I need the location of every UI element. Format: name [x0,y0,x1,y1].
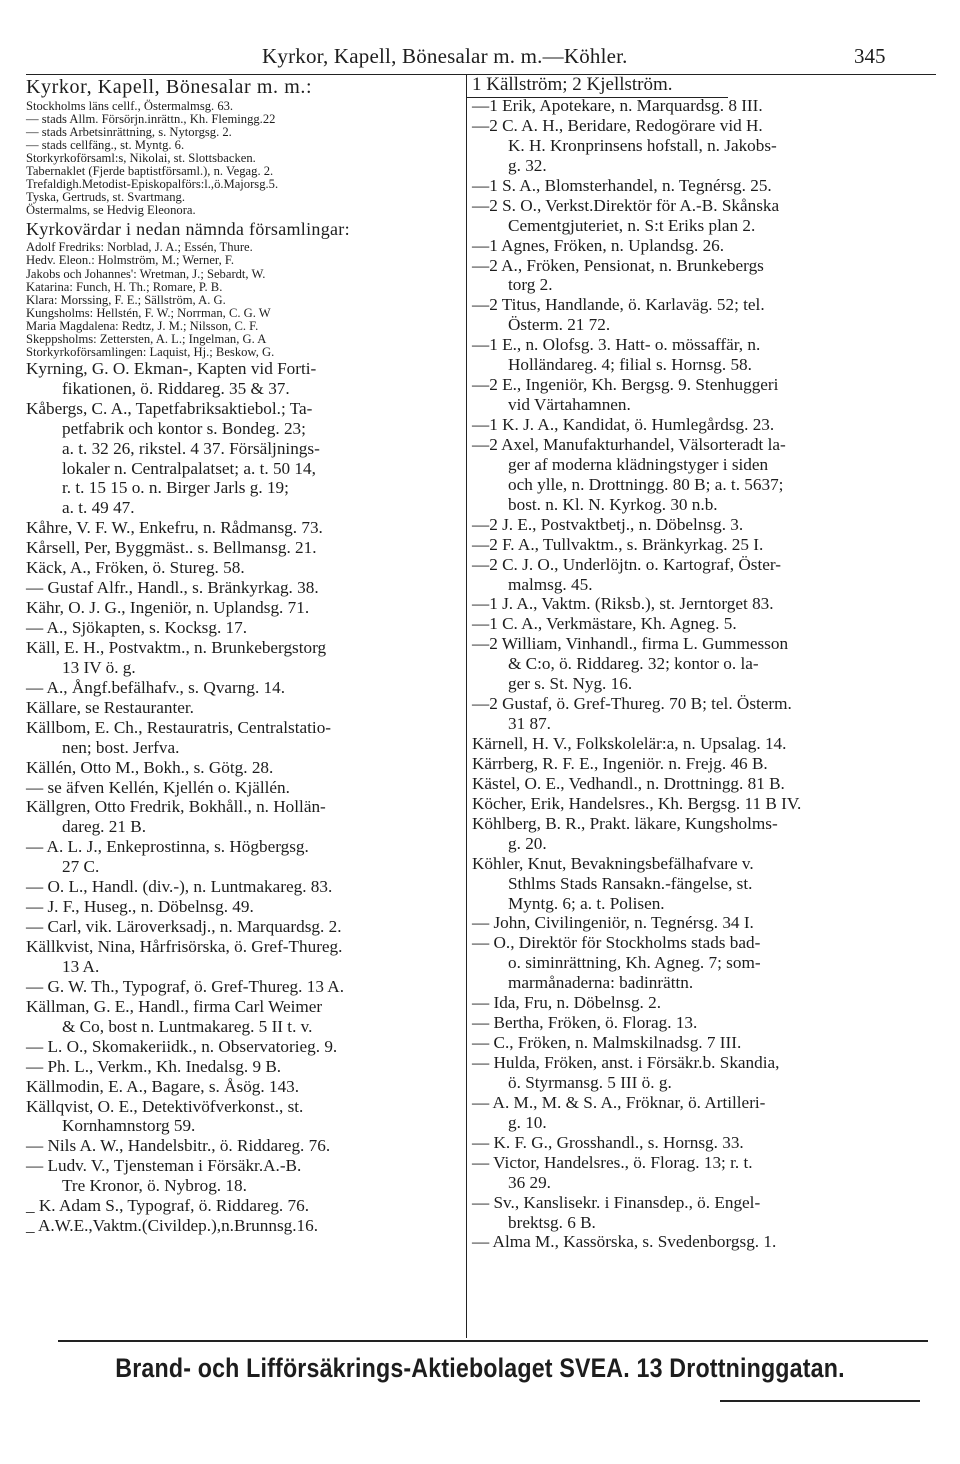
directory-entry-line: — Bertha, Fröken, ö. Florag. 13. [472,1013,698,1033]
directory-entry-line: Källman, G. E., Handl., firma Carl Weimer [26,996,323,1016]
directory-entry-line: Källkvist, Nina, Hårfrisörska, ö. Gref-Thureg. [26,937,343,957]
running-title: Kyrkor, Kapell, Bönesalar m. m.—Köhler. [262,44,628,68]
directory-entry-line: Kornhamnstorg 59. [62,1116,196,1136]
directory-entry-line: —2 Titus, Handlande, ö. Karlaväg. 52; tel. [472,295,765,315]
directory-entry-line: & Co, bost n. Luntmakareg. 5 II t. v. [62,1016,313,1036]
column-divider [466,98,467,1338]
directory-entry-line: Kärnell, H. V., Folkskolelär:a, n. Upsalag. 14. [472,734,787,753]
directory-entry-line: _ A.W.E.,Vaktm.(Civildep.),n.Brunnsg.16. [26,1216,319,1236]
directory-entry-line: —1 J. A., Vaktm. (Riksb.), st. Jerntorget 83. [472,594,774,614]
directory-entry-line: Källén, Otto M., Bokh., s. Götg. 28. [26,757,274,777]
directory-entry-line: — John, Civilingeniör, n. Tegnérsg. 34 I. [472,913,754,933]
directory-entry-line: g. 20. [508,833,547,853]
directory-entry-line: —2 E., Ingeniör, Kh. Bergsg. 9. Stenhuggeri [472,375,779,395]
heading-box-left-rule [466,74,467,98]
directory-entry-line: 31 87. [508,714,551,734]
directory-entry-line: Käck, A., Fröken, ö. Stureg. 58. [26,558,245,578]
directory-entry-line: —2 A., Fröken, Pensionat, n. Brunkebergs [472,255,764,275]
directory-entry-line: Käll, E. H., Postvaktm., n. Brunkebergstorg [26,637,327,657]
directory-entry-line: — stads Arbetsinrättning, s. Nytorgsg. 2. [26,125,232,140]
directory-entry-line: ger s. St. Nyg. 16. [508,674,633,694]
directory-entry-line: brektsg. 6 B. [508,1212,596,1232]
directory-entry-line: Källgren, Otto Fredrik, Bokhåll., n. Hollän- [26,797,326,817]
left-column [26,74,464,1236]
directory-entry-line: — Ludv. V., Tjensteman i Försäkr.A.-B. [26,1156,302,1176]
directory-entry-line: — stads cellfäng., st. Myntg. 6. [26,138,185,153]
directory-entry-line: 1 Källström; 2 Kjellström. [472,74,673,95]
directory-entry-line: Källmodin, E. A., Bagare, s. Åsög. 143. [26,1076,300,1096]
directory-entry-line: — Victor, Handelsres., ö. Florag. 13; r. t. [472,1152,753,1172]
directory-entry-line: —2 Gustaf, ö. Gref-Thureg. 70 B; tel. Österm. [472,694,792,714]
directory-entry-line: 13 A. [62,956,100,976]
directory-entry-line: vid Värtahamnen. [508,395,631,415]
directory-entry-line: 13 IV ö. g. [62,657,136,677]
directory-entry-line: Tyska, Gertruds, st. Svartmang. [26,190,185,205]
directory-entry-line: Kungsholms: Hellstén, F. W.; Norrman, C. G. W [26,305,271,320]
page-header [0,44,960,74]
directory-entry-line: — Nils A. W., Handelsbitr., ö. Riddareg. 76. [26,1136,331,1156]
directory-entry-line: — O. L., Handl. (div.-), n. Luntmakareg. 83. [26,877,333,897]
right-column [472,74,940,1252]
directory-entry-line: ö. Styrmansg. 5 III ö. g. [508,1072,672,1092]
directory-entry-line: ger af moderna klädningstyger i siden [508,454,769,474]
directory-entry-line: — Ph. L., Verkm., Kh. Inedalsg. 9 B. [26,1056,282,1076]
directory-entry-line: fikationen, ö. Riddareg. 35 & 37. [62,378,290,398]
directory-entry-line: Tre Kronor, ö. Nybrog. 18. [62,1176,247,1196]
footer-advertisement: Brand- och Lifförsäkrings-Aktiebolaget SVEA. 13 Drottninggatan. [115,1353,845,1383]
directory-entry-line: r. t. 15 15 o. n. Birger Jarls g. 19; [62,478,289,498]
directory-entry-line: — A. M., M. & S. A., Fröknar, ö. Artilleri- [472,1092,766,1112]
section-heading: Kyrkor, Kapell, Bönesalar m. m.: [26,76,313,98]
directory-entry-line: Sthlms Stads Ransakn.-fängelse, st. [508,873,753,893]
directory-entry-line: — Alma M., Kassörska, s. Svedenborgsg. 1. [472,1232,777,1252]
directory-entry-line: malmsg. 45. [508,574,593,594]
directory-entry-line: petfabrik och kontor s. Bondeg. 23; [62,418,306,438]
directory-entry-line: — se äfven Kellén, Kjellén o. Kjällén. [26,777,290,797]
directory-entry-line: nen; bost. Jerfva. [62,737,180,757]
directory-entry-line: Österm. 21 72. [508,315,611,335]
directory-entry-line: — Gustaf Alfr., Handl., s. Bränkyrkag. 38. [26,578,319,598]
directory-entry-line: Köcher, Erik, Handelsres., Kh. Bergsg. 11 B IV. [472,793,802,813]
directory-entry-line: och ylle, n. Drottningg. 80 B; a. t. 5637; [508,474,784,494]
directory-entry-line: bost. n. Kl. N. Kyrkog. 30 n.b. [508,494,718,514]
directory-entry-line: Källqvist, O. E., Detektivöfverkonst., st. [26,1096,304,1116]
directory-entry-line: — Sv., Kanslisekr. i Finansdep., ö. Engel- [472,1192,761,1212]
directory-entry-line: g. 10. [508,1112,547,1132]
directory-entry-line: 36 29. [508,1172,551,1192]
directory-entry-line: Stockholms läns cellf., Östermalmsg. 63. [26,99,234,113]
directory-entry-line: —1 K. J. A., Kandidat, ö. Humlegårdsg. 23. [472,415,775,434]
directory-entry-line: Kårsell, Per, Byggmäst.. s. Bellmansg. 21. [26,538,317,558]
directory-entry-line: Kåhre, V. F. W., Enkefru, n. Rådmansg. 73. [26,518,323,538]
directory-entry-line: Katarina: Funch, H. Th.; Romare, P. B. [26,279,223,294]
directory-entry-line: —1 Agnes, Fröken, n. Uplandsg. 26. [472,235,725,255]
directory-entry-line: Skeppsholms: Zettersten, A. L.; Ingelman, G. A [26,331,267,346]
directory-entry-line: — A., Ångf.befälhafv., s. Qvarng. 14. [26,677,286,697]
directory-entry-line: Kähr, O. J. G., Ingeniör, n. Uplandsg. 71. [26,598,310,618]
directory-entry-line: Adolf Fredriks: Norblad, J. A.; Essén, Thure. [26,240,253,255]
directory-entry-line: — stads Allm. Försörjn.inrättn., Kh. Flemingg.22 [26,112,276,127]
directory-entry-line: Storkyrkoförsamlingen: Laquist, Hj.; Beskow, G. [26,344,275,359]
directory-entry-line: — G. W. Th., Typograf, ö. Gref-Thureg. 13 A. [26,976,344,996]
directory-entry-line: —2 S. O., Verkst.Direktör för A.-B. Skånska [472,195,780,215]
page-number: 345 [854,44,886,68]
directory-entry-line: — Ida, Fru, n. Döbelnsg. 2. [472,993,662,1013]
directory-entry-line: Storkyrkoförsaml:s, Nikolai, st. Slottsbacken. [26,151,256,166]
directory-entry-line: lokaler n. Centralpalatset; a. t. 50 14, [62,458,316,478]
directory-entry-line: marmånaderna: badinrättn. [508,973,694,993]
directory-entry-line: Köhlberg, B. R., Prakt. läkare, Kungsholms- [472,813,778,833]
directory-entry-line: — Carl, vik. Läroverksadj., n. Marquardsg. 2. [26,917,342,937]
directory-entry-line: dareg. 21 B. [62,817,147,837]
directory-entry-line: Maria Magdalena: Redtz, J. M.; Nilsson, C. F. [26,318,259,333]
directory-entry-line: — K. F. G., Grosshandl., s. Hornsg. 33. [472,1132,744,1152]
directory-entry-line: — Hulda, Fröken, anst. i Försäkr.b. Skandia, [472,1053,780,1072]
directory-entry-line: Holländareg. 4; filial s. Hornsg. 58. [508,355,752,375]
directory-entry-line: Tabernaklet (Fjerde baptistförsaml.), n. Vegag. 2. [26,164,274,179]
directory-entry-line: Myntg. 6; a. t. Polisen. [508,893,665,913]
directory-entry-line: — A., Sjökapten, s. Kocksg. 17. [26,618,248,638]
directory-entry-line: —1 S. A., Blomsterhandel, n. Tegnérsg. 25. [472,175,772,195]
directory-entry-line: —1 Erik, Apotekare, n. Marquardsg. 8 III. [472,96,763,115]
directory-entry-line: —1 C. A., Verkmästare, Kh. Agneg. 5. [472,614,737,634]
directory-entry-line: —2 C. J. O., Underlöjtn. o. Kartograf, Öster- [472,554,781,574]
directory-entry-line: Östermalms, se Hedvig Eleonora. [26,203,196,218]
footer-rule [58,1340,928,1342]
directory-entry-line: Jakobs och Johannes': Wretman, J.; Sebardt, W. [26,266,266,281]
directory-entry-line: —2 J. E., Postvaktbetj., n. Döbelnsg. 3. [472,514,744,534]
directory-entry-line: _ K. Adam S., Typograf, ö. Riddareg. 76. [26,1196,309,1216]
directory-entry-line: — C., Fröken, n. Malmskilnadsg. 7 III. [472,1033,742,1053]
directory-entry-line: —2 William, Vinhandl., firma L. Gummesson [472,634,789,654]
directory-entry-line: a. t. 49 47. [62,498,135,518]
directory-entry-line: & C:o, ö. Riddareg. 32; kontor o. la- [508,654,759,674]
directory-entry-line: — L. O., Skomakeriidk., n. Observatorieg. 9. [26,1036,338,1056]
footer-underline [720,1400,920,1402]
directory-entry-line: — J. F., Huseg., n. Döbelnsg. 49. [26,897,254,917]
directory-entry-line: Kåbergs, C. A., Tapetfabriksaktiebol.; Ta- [26,398,313,418]
directory-entry-line: o. siminrättning, Kh. Agneg. 7; som- [508,953,761,973]
directory-entry-line: —2 Axel, Manufakturhandel, Välsorteradt la- [472,434,786,454]
directory-entry-line: Hedv. Eleon.: Holmström, M.; Werner, F. [26,253,235,268]
directory-entry-line: Källare, se Restauranter. [26,697,194,717]
directory-entry-line: Köhler, Knut, Bevakningsbefälhafvare v. [472,853,754,873]
directory-entry-line: Trefaldigh.Metodist-Episkopalförs:l.,ö.Majorsg.5. [26,177,279,192]
directory-entry-line: Kärrberg, R. F. E., Ingeniör. n. Frejg. 46 B. [472,753,768,773]
directory-entry-line: g. 32. [508,155,547,175]
directory-entry-line: Källbom, E. Ch., Restauratris, Centralstatio- [26,717,332,737]
section-heading: Kyrkovärdar i nedan nämnda församlingar: [26,219,350,240]
directory-entry-line: — A. L. J., Enkeprostinna, s. Högbergsg. [26,837,309,857]
directory-entry-line: Klara: Morssing, F. E.; Sällström, A. G. [26,292,226,307]
directory-entry-line: — O., Direktör för Stockholms stads bad- [472,933,761,953]
directory-entry-line: Kyrning, G. O. Ekman-, Kapten vid Forti- [26,358,317,378]
directory-entry-line: —1 E., n. Olofsg. 3. Hatt- o. mössaffär, n. [472,335,761,355]
directory-entry-line: torg 2. [508,275,553,295]
directory-entry-line: —2 F. A., Tullvaktm., s. Bränkyrkag. 25 I. [472,534,764,554]
directory-entry-line: a. t. 32 26, rikstel. 4 37. Försäljnings- [62,438,320,458]
directory-entry-line: Kästel, O. E., Vedhandl., n. Drottningg. 81 B. [472,773,785,793]
directory-entry-line: K. H. Kronprinsens hofstall, n. Jakobs- [508,135,777,155]
directory-entry-line: 27 C. [62,857,100,877]
directory-entry-line: Cementgjuteriet, n. S:t Eriks plan 2. [508,215,756,235]
directory-entry-line: —2 C. A. H., Beridare, Redogörare vid H. [472,115,763,135]
